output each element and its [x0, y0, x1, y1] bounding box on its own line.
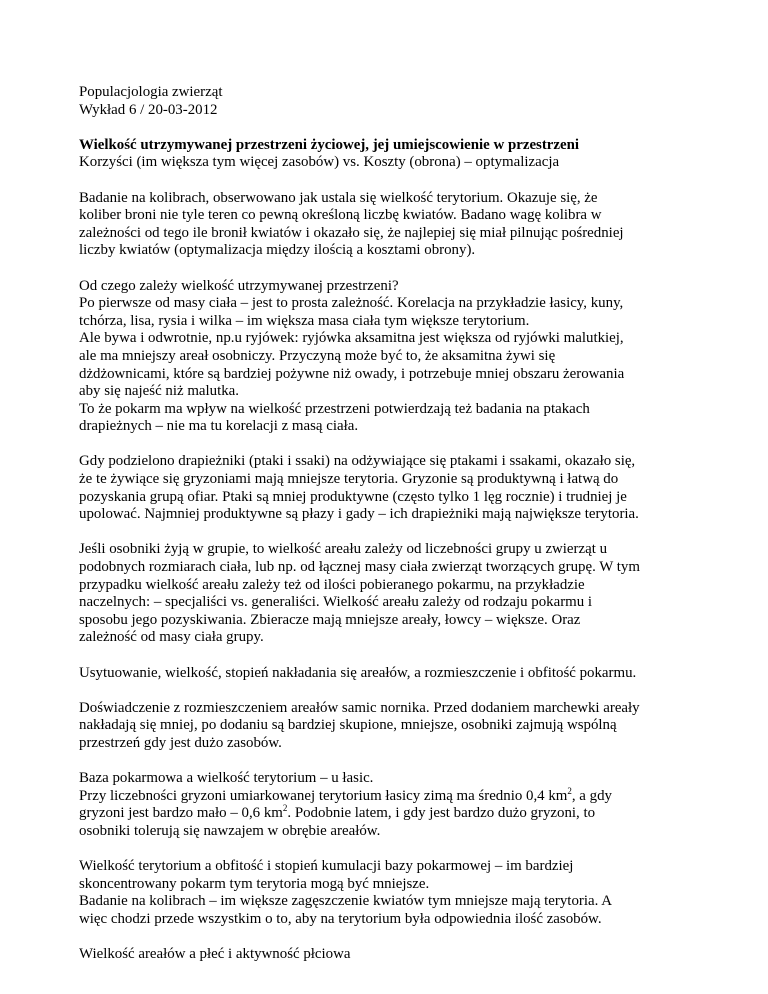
text-line: Badanie na kolibrach – im większe zagęszczenie kwiatów tym mniejsze mają terytoria. A	[79, 893, 612, 910]
text-line: przestrzeń gdy jest dużo zasobów.	[79, 734, 282, 751]
text-line: Wielkość areałów a płeć i aktywność płciowa	[79, 946, 351, 963]
text-line-with-superscript	[79, 785, 719, 806]
text-line: nakładają się mniej, po dodaniu są bardziej skupione, mniejsze, osobniki zajmują wspólną	[79, 717, 617, 734]
paragraph-zalezy	[79, 278, 719, 436]
text-line: podobnych rozmiarach ciała, lub np. od łącznej masy ciała zwierząt tworzących grupę. W tym	[79, 559, 640, 576]
header-block	[79, 84, 719, 119]
text-fragment: Przy liczebności gryzoni umiarkowanej terytorium łasicy zimą ma średnio 0,4 km	[79, 787, 568, 804]
text-line: liczby kwiatów (optymalizacja między ilością a kosztami obrony).	[79, 242, 476, 259]
lecture-info: Wykład 6 / 20-03-2012	[79, 101, 218, 118]
section-subtitle: Korzyści (im większa tym więcej zasobów) vs. Koszty (obrona) – optymalizacja	[79, 154, 560, 171]
paragraph-grupa	[79, 541, 719, 647]
section-heading: Wielkość utrzymywanej przestrzeni życiowej, jej umiejscowienie w przestrzeni	[79, 136, 580, 153]
text-fragment: gryzoni jest bardzo mało – 0,6 km	[79, 805, 283, 822]
text-line: pozyskania grupą ofiar. Ptaki są mniej produktywne (często tylko 1 lęg rocznie) i trudniej je	[79, 488, 627, 505]
text-line: Baza pokarmowa a wielkość terytorium – u łasic.	[79, 770, 374, 787]
text-line: Jeśli osobniki żyją w grupie, to wielkość areału zależy od liczebności grupy u zwierząt u	[79, 541, 608, 558]
text-line: Badanie na kolibrach, obserwowano jak ustala się wielkość terytorium. Okazuje się, że	[79, 189, 598, 206]
text-line: przypadku wielkość areału zależy też od ilości pobieranego pokarmu, na przykładzie	[79, 576, 585, 593]
text-line: tchórza, lisa, rysia i wilka – im większa masa ciała tym większe terytorium.	[79, 312, 530, 329]
text-line: Od czego zależy wielkość utrzymywanej przestrzeni?	[79, 277, 399, 294]
section-heading-block	[79, 137, 719, 172]
text-line: Gdy podzielono drapieżniki (ptaki i ssaki) na odżywiające się ptakami i ssakami, okazało się,	[79, 453, 636, 470]
text-line: więc chodzi przede wszystkim o to, aby na terytorium była odpowiednia ilość zasobów.	[79, 910, 602, 927]
text-fragment: . Podobnie latem, i gdy jest bardzo dużo gryzoni, to	[287, 805, 596, 822]
text-line: ale ma mniejszy areał osobniczy. Przyczyną może być to, że aksamitna żywi się	[79, 347, 556, 364]
text-line: Ale bywa i odwrotnie, np.u ryjówek: ryjówka aksamitna jest większa od ryjówki malutkiej,	[79, 330, 624, 347]
paragraph-nornik	[79, 700, 719, 753]
text-line: osobniki tolerują się nawzajem w obrębie areałów.	[79, 822, 381, 839]
text-line: dżdżownicami, które są bardziej pożywne niż owady, i potrzebuje mniej obszaru żerowania	[79, 365, 625, 382]
text-line: Po pierwsze od masy ciała – jest to prosta zależność. Korelacja na przykładzie łasicy, kuny,	[79, 295, 624, 312]
text-line: To że pokarm ma wpływ na wielkość przestrzeni potwierdzają też badania na ptakach	[79, 400, 590, 417]
paragraph-kumulacja	[79, 858, 719, 928]
superscript: 2	[567, 785, 572, 796]
paragraph-usytuowanie	[79, 665, 719, 683]
text-fragment: , a gdy	[571, 787, 612, 804]
paragraph-drapiezniki	[79, 453, 719, 523]
text-line: skoncentrowany pokarm tym terytoria mogą być mniejsze.	[79, 875, 430, 892]
superscript: 2	[282, 803, 288, 814]
text-line: Wielkość terytorium a obfitość i stopień kumulacji bazy pokarmowej – im bardziej	[79, 858, 574, 875]
text-line: aby się najeść niż malutka.	[79, 383, 240, 400]
text-line: że te żywiące się gryzoniami mają mniejsze terytoria. Gryzonie są produktywną i łatwą do	[79, 471, 619, 488]
paragraph-lasice	[79, 770, 719, 840]
text-line: Usytuowanie, wielkość, stopień nakładania się areałów, a rozmieszczenie i obfitość pokarmu.	[79, 664, 637, 681]
paragraph-kolibry	[79, 190, 719, 260]
text-line: sposobu jego pozyskiwania. Zbieracze mają mniejsze areały, łowcy – większe. Oraz	[79, 611, 581, 628]
text-line: zależność od masy ciała grupy.	[79, 629, 264, 646]
text-line: drapieżnych – nie ma tu korelacji z masą ciała.	[79, 418, 359, 435]
text-line: Doświadczenie z rozmieszczeniem areałów samic nornika. Przed dodaniem marchewki areały	[79, 699, 640, 716]
text-line: naczelnych: – specjaliści vs. generaliści. Wielkość areału zależy od rodzaju pokarmu i	[79, 594, 593, 611]
document-page	[79, 84, 719, 981]
text-line: koliber broni nie tyle teren co pewną określoną liczbę kwiatów. Badano wagę kolibra w	[79, 207, 602, 224]
course-title: Populacjologia zwierząt	[79, 84, 223, 100]
text-line: zależności od tego ile bronił kwiatów i okazało się, że najlepiej się miał pilnując pośredniej	[79, 224, 624, 241]
text-line-with-superscript	[79, 805, 719, 823]
text-line: upolować. Najmniej produktywne są płazy i gady – ich drapieżniki mają największe terytoria.	[79, 506, 639, 523]
paragraph-plec	[79, 946, 719, 964]
